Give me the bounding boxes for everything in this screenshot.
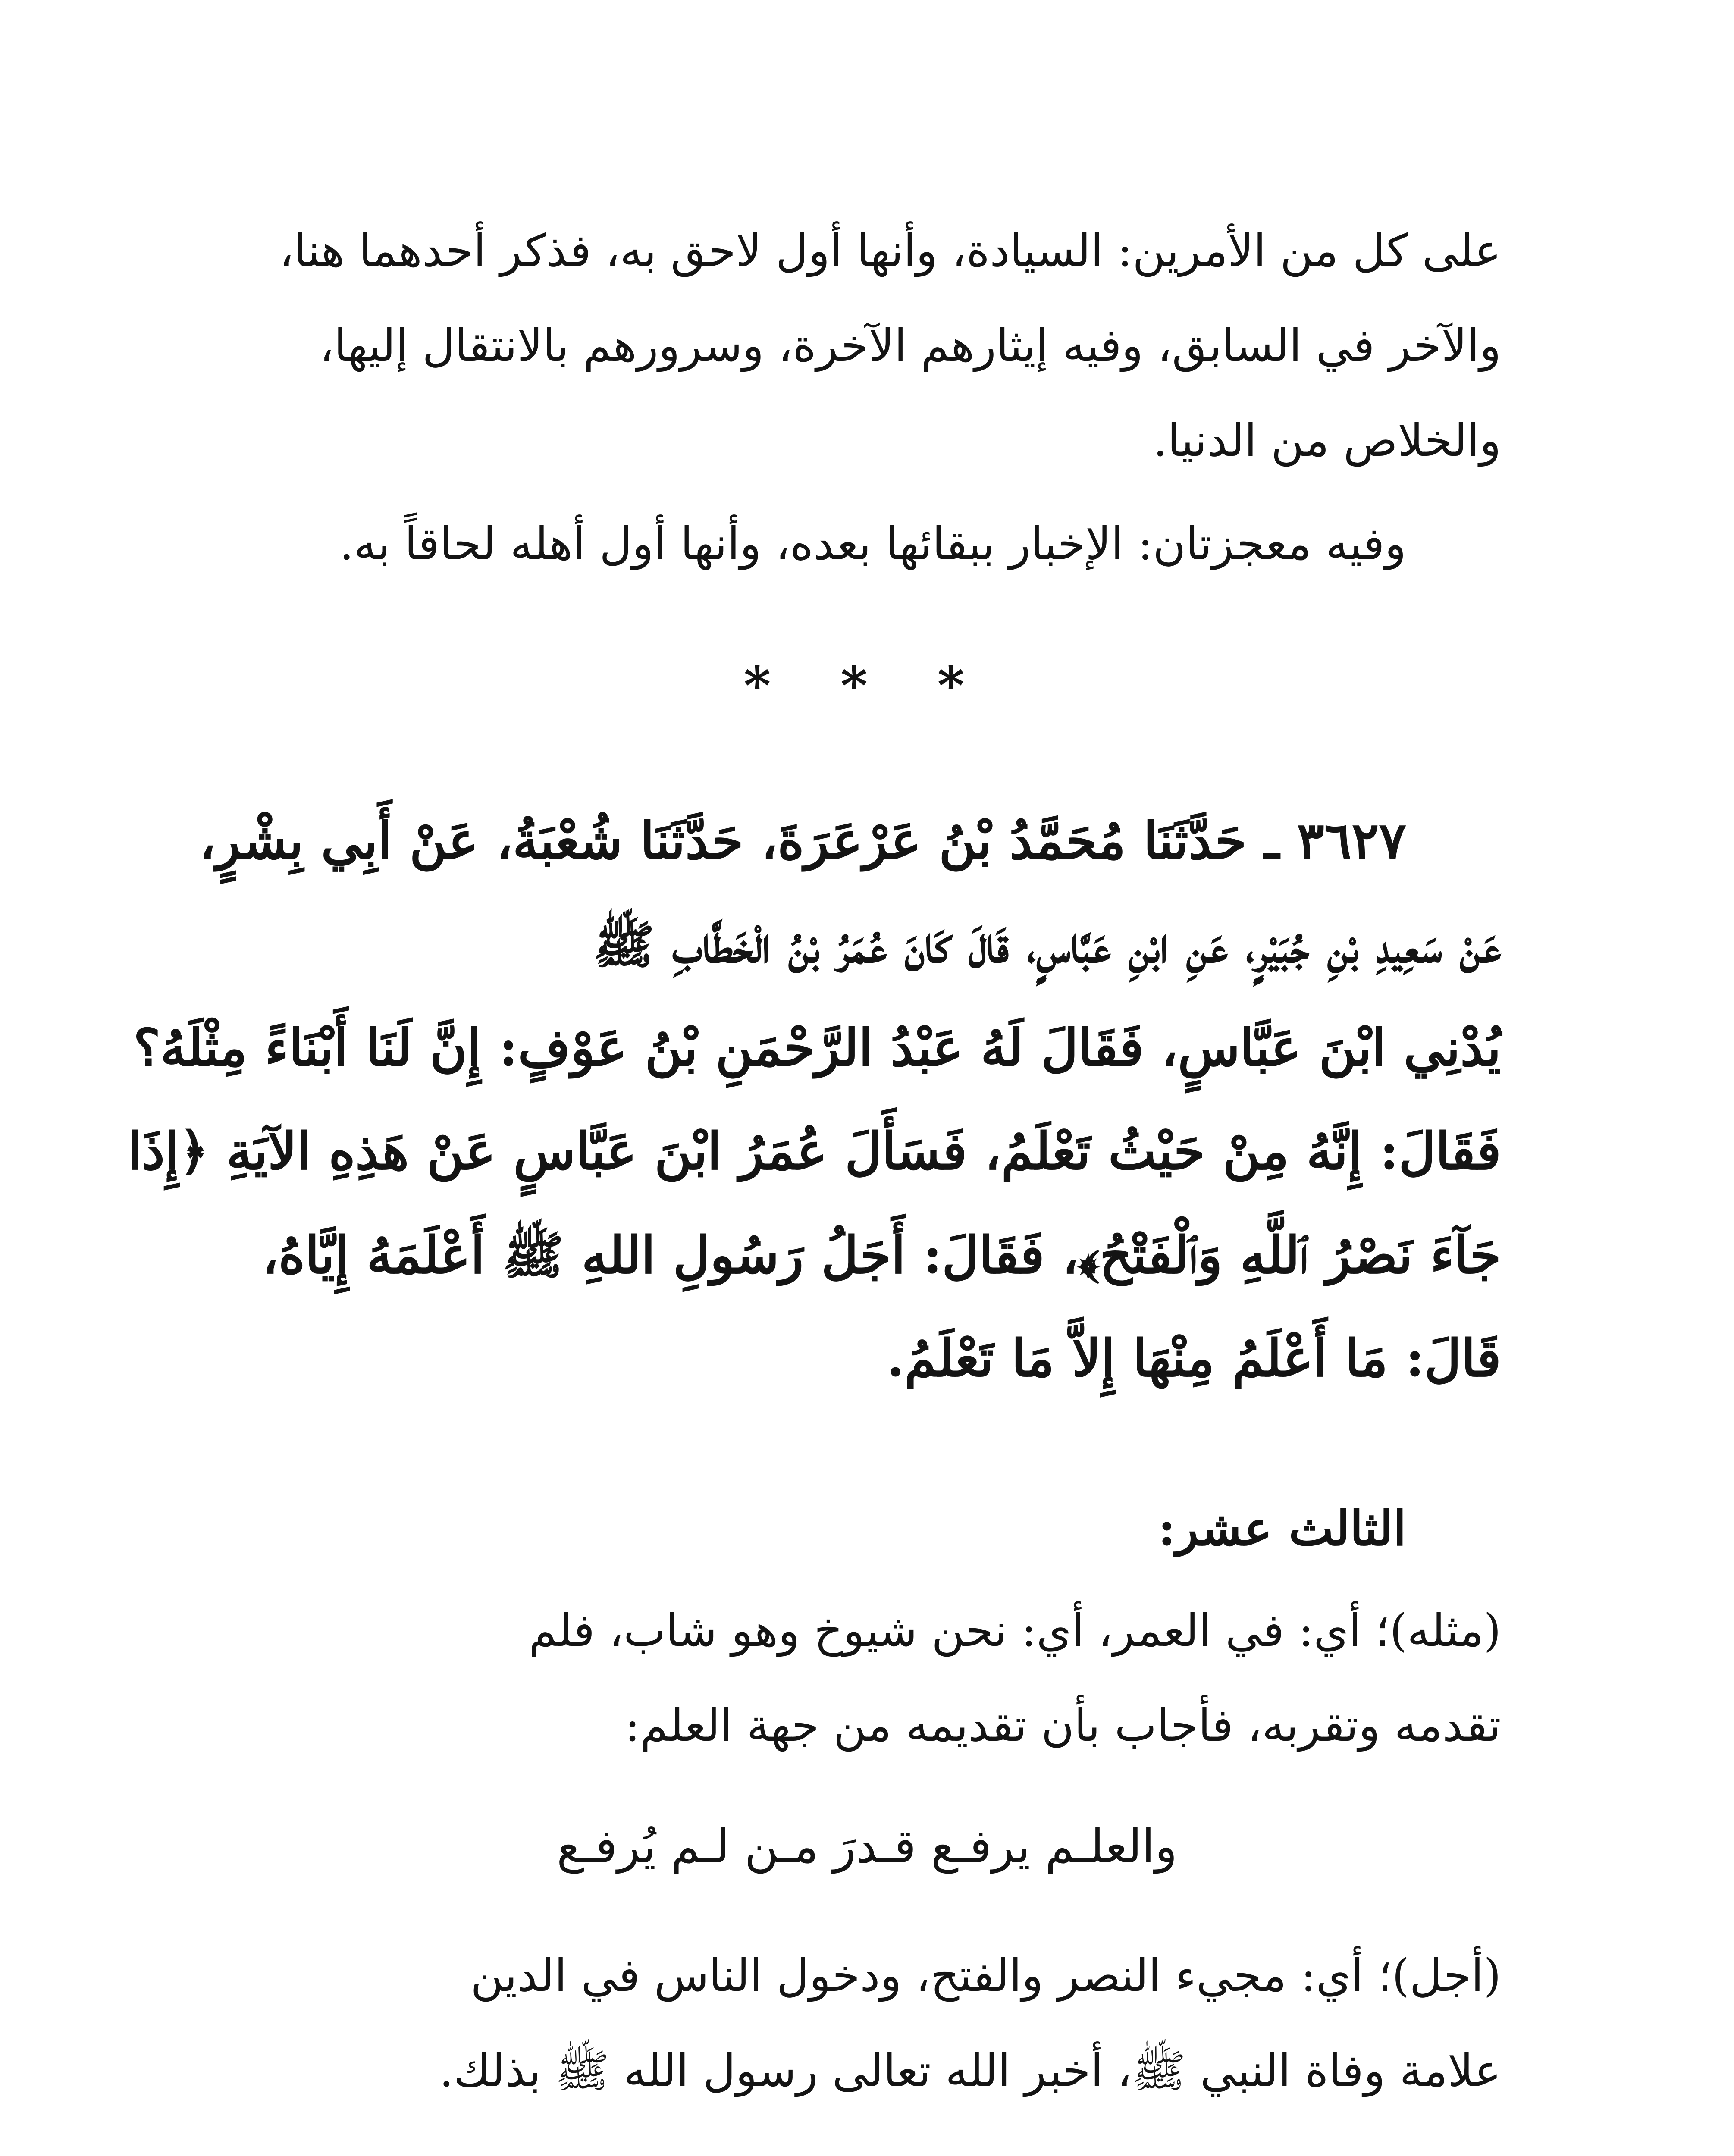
hadith-line: ٣٦٢٧ ـ حَدَّثَنَا مُحَمَّدُ بْنُ عَرْعَرَةَ، حَدَّثَنَا شُعْبَةُ، عَنْ أَبِي بِشْرٍ، [199, 811, 1406, 871]
commentary-line: تقدمه وتقربه، فأجاب بأن تقديمه من جهة العلم: [624, 1699, 1501, 1752]
poetry-verse: والعلـم يرفـع قـدرَ مـن لـم يُرفـع [556, 1820, 1178, 1874]
commentary-line: والآخر في السابق، وفيه إيثارهم الآخرة، وسرورهم بالانتقال إليها، [319, 319, 1501, 372]
hadith-line: عَنْ سَعِيدِ بْنِ جُبَيْرٍ، عَنِ ابْنِ عَبَّاسٍ، قَالَ كَانَ عُمَرُ بْنُ الْخَطَّابِ ﷺ [593, 915, 1501, 975]
section-heading: الثالث عشر: [1158, 1501, 1406, 1556]
commentary-line: (أجل)؛ أي: مجيء النصر والفتح، ودخول الناس في الدين [470, 1949, 1501, 2002]
section-separator: * * * [743, 655, 991, 716]
commentary-line: والخلاص من الدنيا. [1153, 414, 1501, 467]
commentary-line: على كل من الأمرين: السيادة، وأنها أول لاحق به، فذكر أحدهما هنا، [279, 224, 1501, 277]
hadith-line: قَالَ: مَا أَعْلَمُ مِنْهَا إِلاَّ مَا تَعْلَمُ. [887, 1328, 1501, 1388]
hadith-line: يُدْنِي ابْنَ عَبَّاسٍ، فَقَالَ لَهُ عَبْدُ الرَّحْمَنِ بْنُ عَوْفٍ: إِنَّ لَنَا أَبْنَاءً مِثْلَهُ؟ [133, 1018, 1501, 1078]
hadith-line: جَآءَ نَصْرُ ٱللَّهِ وَٱلْفَتْحُ﴾، فَقَالَ: أَجَلُ رَسُولِ اللهِ ﷺ أَعْلَمَهُ إِيَّاهُ، [262, 1225, 1501, 1285]
hadith-line: فَقَالَ: إِنَّهُ مِنْ حَيْثُ تَعْلَمُ، فَسَأَلَ عُمَرُ ابْنَ عَبَّاسٍ عَنْ هَذِهِ الآيَةِ ﴿إِذَا [128, 1121, 1501, 1181]
commentary-line: علامة وفاة النبي ﷺ، أخبر الله تعالى رسول الله ﷺ بذلك. [439, 2044, 1501, 2097]
commentary-line: وفيه معجزتان: الإخبار ببقائها بعده، وأنها أول أهله لحاقاً به. [339, 517, 1406, 570]
commentary-line: (مثله)؛ أي: في العمر، أي: نحن شيوخ وهو شاب، فلم [529, 1604, 1501, 1657]
